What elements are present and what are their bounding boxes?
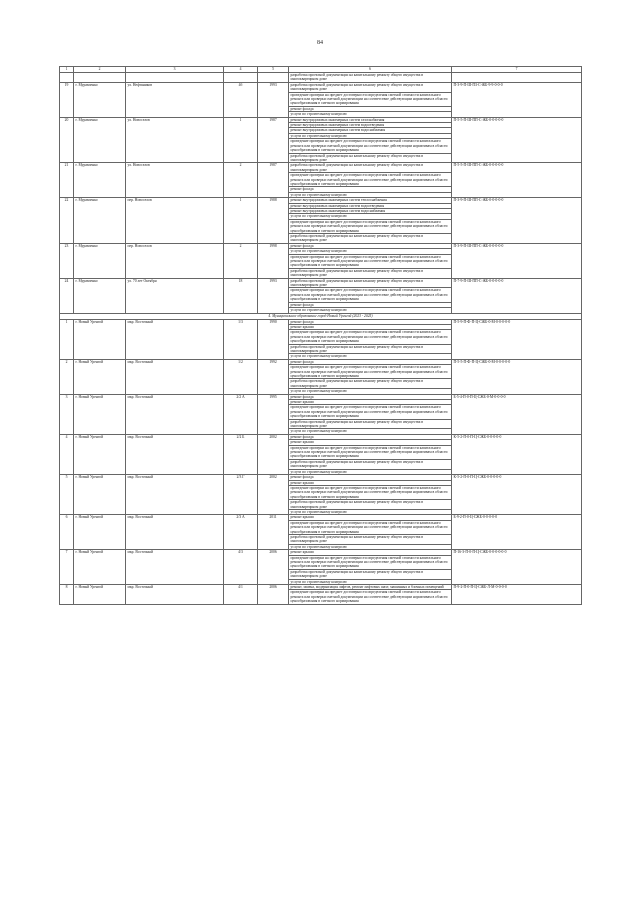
building-code-cell: Б-5-4-П-0-П-Ц-СЖБ-0-М-0-0-0-0 [452, 394, 582, 434]
work-type-cell: проведение проверки на предмет достоверности определения сметной стоимости капитального ремонта или проверки сметной документации на соответствие действующим нормативам в области ценообразования в сметного нормирования [289, 330, 452, 344]
build-year-cell: 2006 [258, 585, 289, 605]
row-number: 4 [60, 434, 74, 474]
build-year-cell [258, 73, 289, 83]
building-code-cell: П-16-3-П-0-П-Ц-СЖБ-0-0-0-0-0-0 [452, 550, 582, 585]
build-year-cell: 1987 [258, 117, 289, 163]
street-cell: мкр. Восточный [126, 550, 224, 585]
build-year-cell: 2002 [258, 434, 289, 474]
building-code-cell: К-5-2-П-0-П-Ц-СЖБ-0-0-0-0-0 [452, 434, 582, 474]
building-code-cell: П-5-5-П-Ш-ПП-С-ЖБ-0-0-0-0-0 [452, 117, 582, 163]
row-number: 3 [60, 394, 74, 434]
city-cell: г. Новый Уренгой [74, 394, 126, 434]
work-type-cell: ремонт крыши [289, 440, 452, 445]
building-code-cell: П-5-9-П-Ф-П-Ц-СЖБ-0-М-0-0-0-0-0 [452, 319, 582, 359]
work-type-cell: проведение проверки на предмет достоверности определения сметной стоимости капитального ремонта или проверки сметной документации на соответствие действующим нормативам в области ценообразования в сметного нормирования [289, 555, 452, 569]
house-number-cell [224, 73, 258, 83]
work-type-cell: услуги по строительному контролю [289, 579, 452, 584]
work-type-cell: услуги по строительному контролю [289, 192, 452, 197]
build-year-cell: 2011 [258, 515, 289, 550]
work-type-cell: ремонт фасада [289, 243, 452, 248]
work-type-cell: ремонт внутридомовых инженерных систем водоотведения [289, 203, 452, 208]
work-type-cell: разработка проектной документации на капитальному ремонту общего имущества в многоквартирном доме [289, 73, 452, 83]
house-number-cell: 2/2 Б [224, 434, 258, 474]
work-type-cell: ремонт фасада [289, 359, 452, 364]
work-type-cell: ремонт крыши [289, 480, 452, 485]
column-header: 5 [258, 67, 289, 73]
work-type-cell: проведение проверки на предмет достоверности определения сметной стоимости капитального ремонта или проверки сметной документации на соответствие действующим нормативам в области ценообразования в сметного нормирования [289, 173, 452, 187]
work-type-cell: ремонт внутридомовых инженерных систем теплоснабжения [289, 198, 452, 203]
city-cell: г. Новый Уренгой [74, 550, 126, 585]
work-type-cell: услуги по строительному контролю [289, 429, 452, 434]
table-row [60, 73, 582, 83]
row-number: 21 [60, 163, 74, 198]
house-number-cell: 2/3 А [224, 515, 258, 550]
house-number-cell: 4/3 [224, 550, 258, 585]
table-row [60, 585, 582, 590]
table-row [60, 163, 582, 173]
work-type-cell: ремонт фасада [289, 187, 452, 192]
work-type-cell: разработка проектной документации на капитальному ремонту общего имущества в многоквартирном доме [289, 379, 452, 389]
street-cell: мкр. Восточный [126, 359, 224, 394]
column-header: 7 [452, 67, 582, 73]
city-cell: г. Новый Уренгой [74, 434, 126, 474]
street-cell: мкр. Восточный [126, 394, 224, 434]
work-type-cell: услуги по строительному контролю [289, 389, 452, 394]
work-type-cell: проведение проверки на предмет достоверности определения сметной стоимости капитального ремонта или проверки сметной документации на соответствие действующим нормативам в области ценообразования в сметного нормирования [289, 485, 452, 499]
work-type-cell: услуги по строительному контролю [289, 249, 452, 254]
build-year-cell: 1990 [258, 319, 289, 359]
table-row [60, 278, 582, 288]
house-number-cell: 1 [224, 198, 258, 244]
row-number: 24 [60, 278, 74, 313]
work-type-cell: ремонт, замена, модернизация лифтов, ремонт лифтовых шахт, машинных и блочных помещений [289, 585, 452, 590]
work-type-cell: ремонт внутридомовых инженерных систем водоотведения [289, 123, 452, 128]
city-cell: г. Муравленко [74, 82, 126, 117]
row-number: 2 [60, 359, 74, 394]
work-type-cell: услуги по строительному контролю [289, 308, 452, 313]
build-year-cell: 1995 [258, 394, 289, 434]
work-type-cell: ремонт внутридомовых инженерных систем водоснабжения [289, 208, 452, 213]
row-number: 20 [60, 117, 74, 163]
work-type-cell: услуги по строительному контролю [289, 469, 452, 474]
city-cell: г. Муравленко [74, 278, 126, 313]
city-cell: г. Новый Уренгой [74, 585, 126, 605]
build-year-cell: 2002 [258, 475, 289, 515]
row-number [60, 73, 74, 83]
city-cell [74, 73, 126, 83]
work-type-cell: проведение проверки на предмет достоверности определения сметной стоимости капитального ремонта или проверки сметной документации на соответствие действующим нормативам в области ценообразования в сметного нормирования [289, 405, 452, 419]
work-type-cell: ремонт фасада [289, 394, 452, 399]
build-year-cell: 1993 [258, 82, 289, 117]
street-cell: ул. Новоселов [126, 117, 224, 163]
building-code-cell: П-3-9-П-Ш-ПП-С-ЖБ-0-0-0-0-0 [452, 198, 582, 244]
work-type-cell: ремонт фасада [289, 302, 452, 307]
street-cell: мкр. Восточный [126, 585, 224, 605]
building-code-cell: К-5-2-П-0-П-Ц-СЖБ-0-0-0-0-0 [452, 475, 582, 515]
street-cell [126, 73, 224, 83]
table-row [60, 82, 582, 92]
work-type-cell: проведение проверки на предмет достоверности определения сметной стоимости капитального ремонта или проверки сметной документации на соответствие действующим нормативам в области ценообразования в сметного нормирования [289, 254, 452, 268]
city-cell: г. Новый Уренгой [74, 319, 126, 359]
work-type-cell: услуги по строительному контролю [289, 509, 452, 514]
build-year-cell: 1998 [258, 243, 289, 278]
work-type-cell: ремонт фасада [289, 434, 452, 439]
street-cell: мкр. Восточный [126, 319, 224, 359]
work-type-cell: разработка проектной документации на капитальному ремонту общего имущества в многоквартирном доме [289, 234, 452, 244]
column-header: 4 [224, 67, 258, 73]
row-number: 23 [60, 243, 74, 278]
house-number-cell: 1/2 [224, 359, 258, 394]
work-type-cell: разработка проектной документации на капитальному ремонту общего имущества в многоквартирном доме [289, 534, 452, 544]
build-year-cell: 1988 [258, 198, 289, 244]
row-number: 7 [60, 550, 74, 585]
work-type-cell: ремонт фасада [289, 106, 452, 111]
work-type-cell: услуги по строительному контролю [289, 544, 452, 549]
city-cell: г. Муравленко [74, 117, 126, 163]
city-cell: г. Новый Уренгой [74, 359, 126, 394]
column-header: 2 [74, 67, 126, 73]
work-type-cell: проведение проверки на предмет достоверности определения сметной стоимости капитального ремонта или проверки сметной документации на соответствие действующим нормативам в области ценообразования в сметного нормирования [289, 520, 452, 534]
building-code-cell: П-3-9-П-Ш-ПЗ-С-ЖБ-9-9-0-0-0 [452, 82, 582, 117]
work-type-cell: услуги по строительному контролю [289, 112, 452, 117]
work-type-cell: разработка проектной документации на капитальному ремонту общего имущества в многоквартирном доме [289, 82, 452, 92]
work-type-cell: проведение проверки на предмет достоверности определения сметной стоимости капитального ремонта или проверки сметной документации на соответствие действующим нормативам в области ценообразования в сметного нормирования [289, 92, 452, 106]
house-number-cell: 4/1 [224, 585, 258, 605]
row-number: 22 [60, 198, 74, 244]
work-type-cell: проведение проверки на предмет достоверности определения сметной стоимости капитального ремонта или проверки сметной документации на соответствие действующим нормативам в области ценообразования в сметного нормирования [289, 219, 452, 233]
work-type-cell: разработка проектной документации на капитальному ремонту общего имущества в многоквартирном доме [289, 268, 452, 278]
house-number-cell: 2 [224, 243, 258, 278]
building-code-cell: П-5-5-П-Ш-ПП-С-ЖБ-0-0-0-0-0 [452, 163, 582, 198]
street-cell: мкр. Восточный [126, 515, 224, 550]
capital-repair-table [59, 66, 582, 605]
street-cell: пер. Новоселов [126, 243, 224, 278]
work-type-cell: услуги по строительному контролю [289, 214, 452, 219]
street-cell: ул. Новоселов [126, 163, 224, 198]
work-type-cell: услуги по строительному контролю [289, 354, 452, 359]
work-type-cell: разработка проектной документации на капитальному ремонту общего имущества в многоквартирном доме [289, 419, 452, 429]
build-year-cell: 1987 [258, 163, 289, 198]
work-type-cell: ремонт крыши [289, 550, 452, 555]
table-row [60, 198, 582, 203]
work-type-cell: разработка проектной документации на капитальному ремонту общего имущества в многоквартирном доме [289, 153, 452, 163]
city-cell: г. Новый Уренгой [74, 515, 126, 550]
work-type-cell: проведение проверки на предмет достоверности определения сметной стоимости капитального ремонта или проверки сметной документации на соответствие действующим нормативам в области ценообразования в сметного нормирования [289, 590, 452, 604]
column-header: 3 [126, 67, 224, 73]
street-cell: мкр. Восточный [126, 434, 224, 474]
work-type-cell: проведение проверки на предмет достоверности определения сметной стоимости капитального ремонта или проверки сметной документации на соответствие действующим нормативам в области ценообразования в сметного нормирования [289, 139, 452, 153]
work-type-cell: услуги по строительному контролю [289, 133, 452, 138]
work-type-cell: ремонт фасада [289, 475, 452, 480]
building-code-cell: П-3-9-П-Ш-ПП-С-ЖБ-0-0-0-0-0 [452, 243, 582, 278]
house-number-cell: 2 [224, 163, 258, 198]
column-header: 6 [289, 67, 452, 73]
work-type-cell: ремонт внутридомовых инженерных систем газоснабжения [289, 117, 452, 122]
work-type-cell: проведение проверки на предмет достоверности определения сметной стоимости капитального ремонта или проверки сметной документации на соответствие действующим нормативам в области ценообразования в сметного нормирования [289, 365, 452, 379]
city-cell: г. Муравленко [74, 163, 126, 198]
house-number-cell: 4б [224, 82, 258, 117]
work-type-cell: разработка проектной документации на капитальному ремонту общего имущества в многоквартирном доме [289, 163, 452, 173]
build-year-cell: 2006 [258, 550, 289, 585]
row-number: 6 [60, 515, 74, 550]
house-number-cell: 18 [224, 278, 258, 313]
build-year-cell: 1992 [258, 359, 289, 394]
building-code-cell: П-5-5-П-Ф-П-Ц-СЖБ-0-М-0-0-0-0-0 [452, 359, 582, 394]
section-title: 4. Муниципальное образование город Новый Уренгой (2023 - 2025) [60, 313, 582, 319]
work-type-cell: ремонт крыши [289, 400, 452, 405]
row-number: 5 [60, 475, 74, 515]
work-type-cell: ремонт фасада [289, 319, 452, 324]
building-code-cell: П-9-2-П-0-П-Ц-СЖБ-Л-М-0-0-0-0 [452, 585, 582, 605]
city-cell: г. Муравленко [74, 198, 126, 244]
house-number-cell: 1/3 [224, 319, 258, 359]
row-number: 8 [60, 585, 74, 605]
city-cell: г. Новый Уренгой [74, 475, 126, 515]
work-type-cell: разработка проектной документации на капитальному ремонту общего имущества в многоквартирном доме [289, 500, 452, 510]
work-type-cell: проведение проверки на предмет достоверности определения сметной стоимости капитального ремонта или проверки сметной документации на соответствие действующим нормативам в области ценообразования в сметного нормирования [289, 445, 452, 459]
work-type-cell: проведение проверки на предмет достоверности определения сметной стоимости капитального ремонта или проверки сметной документации на соответствие действующим нормативам в области ценообразования в сметного нормирования [289, 288, 452, 302]
column-header: 1 [60, 67, 74, 73]
work-type-cell: разработка проектной документации на капитальному ремонту общего имущества в многоквартирном доме [289, 459, 452, 469]
work-type-cell: разработка проектной документации на капитальному ремонту общего имущества в многоквартирном доме [289, 278, 452, 288]
street-cell: пер. Новоселов [126, 198, 224, 244]
street-cell: ул. 70 лет Октября [126, 278, 224, 313]
building-code-cell [452, 73, 582, 83]
building-code-cell: Б-9-2-П-0-Ц-СЖБ-0-0-0-0-0 [452, 515, 582, 550]
work-type-cell: ремонт крыши [289, 515, 452, 520]
street-cell: мкр. Восточный [126, 475, 224, 515]
row-number: 19 [60, 82, 74, 117]
house-number-cell: 2/2 А [224, 394, 258, 434]
house-number-cell: 2/3 Г [224, 475, 258, 515]
work-type-cell: разработка проектной документации на капитальному ремонту общего имущества в многоквартирном доме [289, 344, 452, 354]
building-code-cell: П-7-9-П-Ш-ПП-С-ЖБ-0-0-0-0-0 [452, 278, 582, 313]
work-type-cell: ремонт крыши [289, 324, 452, 329]
row-number: 1 [60, 319, 74, 359]
build-year-cell: 1993 [258, 278, 289, 313]
work-type-cell: ремонт внутридомовых инженерных систем водоснабжения [289, 128, 452, 133]
work-type-cell: разработка проектной документации на капитальному ремонту общего имущества в многоквартирном доме [289, 569, 452, 579]
table-row [60, 117, 582, 122]
street-cell: ул. Нефтяников [126, 82, 224, 117]
city-cell: г. Муравленко [74, 243, 126, 278]
house-number-cell: 1 [224, 117, 258, 163]
page-number: 84 [317, 40, 323, 46]
